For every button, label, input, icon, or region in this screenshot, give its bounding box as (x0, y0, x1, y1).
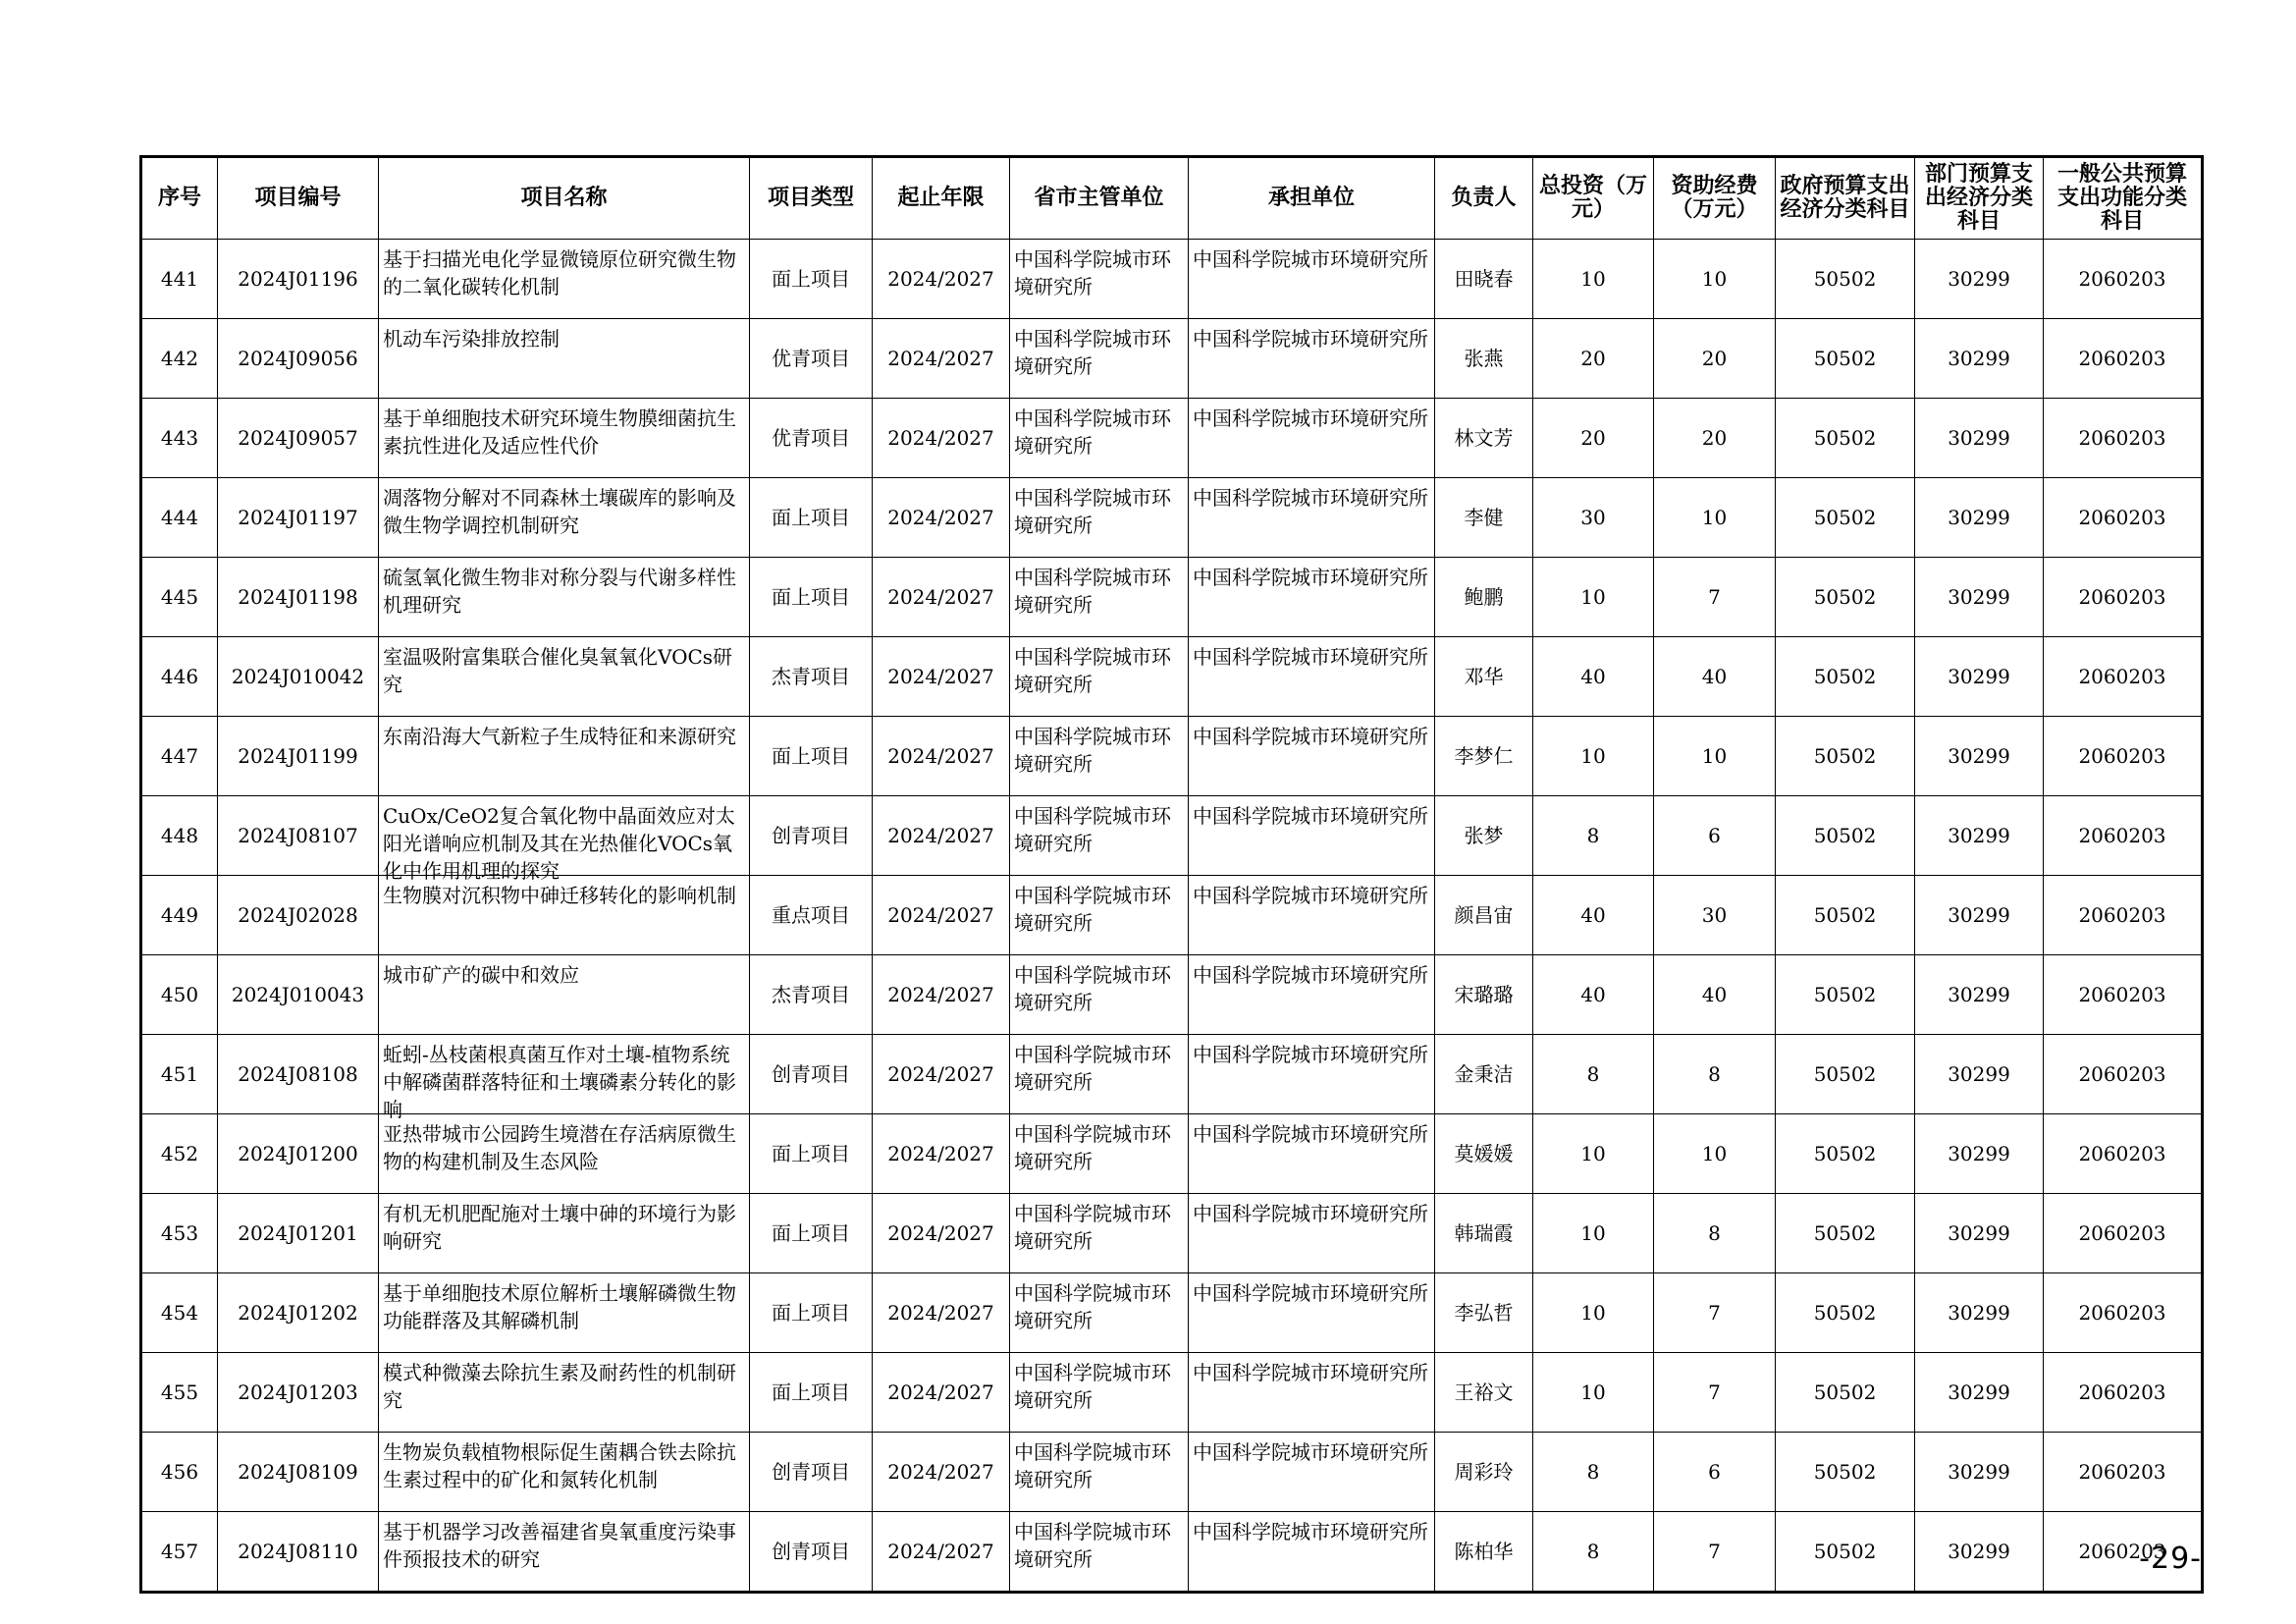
cell-depart: 30299 (1915, 1273, 2044, 1353)
cell-depart: 30299 (1915, 558, 2044, 637)
cell-gov: 50502 (1776, 558, 1915, 637)
cell-depart: 30299 (1915, 1114, 2044, 1194)
cell-leader: 周彩玲 (1435, 1433, 1533, 1512)
cell-unit: 中国科学院城市环境研究所 (1189, 1273, 1435, 1353)
table-row (141, 1273, 2203, 1353)
cell-type: 面上项目 (750, 558, 873, 637)
cell-seq: 454 (141, 1273, 218, 1353)
cell-name (379, 1512, 750, 1593)
cell-name (379, 955, 750, 1035)
cell-unit: 中国科学院城市环境研究所 (1189, 1194, 1435, 1273)
cell-func: 2060203 (2044, 1035, 2203, 1114)
cell-code: 2024J09056 (218, 319, 379, 399)
cell-depart: 30299 (1915, 399, 2044, 478)
cell-name (379, 717, 750, 796)
cell-unit: 中国科学院城市环境研究所 (1189, 319, 1435, 399)
cell-depart: 30299 (1915, 1194, 2044, 1273)
project-name-text: 蚯蚓-丛枝菌根真菌互作对土壤-植物系统中解磷菌群落特征和土壤磷素分转化的影响 (383, 1043, 736, 1121)
cell-period: 2024/2027 (873, 1273, 1010, 1353)
cell-leader: 韩瑞霞 (1435, 1194, 1533, 1273)
cell-unit: 中国科学院城市环境研究所 (1189, 955, 1435, 1035)
cell-depart: 30299 (1915, 1035, 2044, 1114)
cell-gov: 50502 (1776, 1194, 1915, 1273)
cell-depart: 30299 (1915, 1512, 2044, 1593)
cell-leader: 王裕文 (1435, 1353, 1533, 1433)
table-row (141, 558, 2203, 637)
table-row (141, 1035, 2203, 1114)
page-number: -29- (2139, 1542, 2202, 1576)
cell-seq: 447 (141, 717, 218, 796)
cell-gov: 50502 (1776, 1273, 1915, 1353)
cell-func: 2060203 (2044, 717, 2203, 796)
cell-period: 2024/2027 (873, 1433, 1010, 1512)
cell-unit: 中国科学院城市环境研究所 (1189, 240, 1435, 319)
cell-gov: 50502 (1776, 1353, 1915, 1433)
cell-period: 2024/2027 (873, 558, 1010, 637)
cell-type: 创青项目 (750, 1433, 873, 1512)
header-func: 一般公共预算支出功能分类科目 (2044, 157, 2203, 240)
cell-total: 10 (1533, 558, 1654, 637)
cell-depart: 30299 (1915, 637, 2044, 717)
cell-seq: 445 (141, 558, 218, 637)
project-name-text: 基于单细胞技术研究环境生物膜细菌抗生素抗性进化及适应性代价 (383, 406, 736, 458)
cell-type: 面上项目 (750, 240, 873, 319)
cell-func: 2060203 (2044, 955, 2203, 1035)
cell-gov: 50502 (1776, 717, 1915, 796)
cell-total: 20 (1533, 399, 1654, 478)
table-row (141, 240, 2203, 319)
cell-seq: 446 (141, 637, 218, 717)
cell-unit: 中国科学院城市环境研究所 (1189, 399, 1435, 478)
table-header (141, 157, 2203, 240)
table-row (141, 399, 2203, 478)
cell-code: 2024J01202 (218, 1273, 379, 1353)
project-name-text: 模式种微藻去除抗生素及耐药性的机制研究 (383, 1361, 736, 1412)
cell-seq: 450 (141, 955, 218, 1035)
cell-code: 2024J02028 (218, 876, 379, 955)
cell-type: 重点项目 (750, 876, 873, 955)
cell-gov: 50502 (1776, 1114, 1915, 1194)
cell-seq: 442 (141, 319, 218, 399)
cell-dept: 中国科学院城市环境研究所 (1010, 876, 1189, 955)
cell-period: 2024/2027 (873, 796, 1010, 876)
cell-code: 2024J01196 (218, 240, 379, 319)
cell-name (379, 240, 750, 319)
cell-funding: 10 (1654, 1114, 1776, 1194)
cell-type: 面上项目 (750, 1194, 873, 1273)
cell-period: 2024/2027 (873, 1114, 1010, 1194)
cell-func: 2060203 (2044, 399, 2203, 478)
cell-dept: 中国科学院城市环境研究所 (1010, 955, 1189, 1035)
cell-funding: 7 (1654, 1353, 1776, 1433)
cell-code: 2024J01199 (218, 717, 379, 796)
cell-type: 优青项目 (750, 399, 873, 478)
cell-name (379, 876, 750, 955)
header-depart: 部门预算支出经济分类科目 (1915, 157, 2044, 240)
cell-dept: 中国科学院城市环境研究所 (1010, 717, 1189, 796)
cell-depart: 30299 (1915, 240, 2044, 319)
cell-type: 面上项目 (750, 1353, 873, 1433)
cell-gov: 50502 (1776, 399, 1915, 478)
cell-total: 10 (1533, 1114, 1654, 1194)
cell-gov: 50502 (1776, 1433, 1915, 1512)
cell-code: 2024J08107 (218, 796, 379, 876)
cell-type: 杰青项目 (750, 637, 873, 717)
cell-type: 面上项目 (750, 1114, 873, 1194)
cell-funding: 6 (1654, 796, 1776, 876)
cell-seq: 448 (141, 796, 218, 876)
cell-funding: 8 (1654, 1194, 1776, 1273)
project-name-text: 有机无机肥配施对土壤中砷的环境行为影响研究 (383, 1202, 736, 1253)
cell-total: 10 (1533, 1273, 1654, 1353)
cell-total: 40 (1533, 955, 1654, 1035)
cell-dept: 中国科学院城市环境研究所 (1010, 1353, 1189, 1433)
cell-type: 面上项目 (750, 478, 873, 558)
cell-funding: 7 (1654, 1273, 1776, 1353)
cell-depart: 30299 (1915, 876, 2044, 955)
cell-seq: 449 (141, 876, 218, 955)
cell-name (379, 1273, 750, 1353)
cell-total: 10 (1533, 717, 1654, 796)
cell-func: 2060203 (2044, 1194, 2203, 1273)
cell-unit: 中国科学院城市环境研究所 (1189, 717, 1435, 796)
cell-period: 2024/2027 (873, 399, 1010, 478)
cell-total: 8 (1533, 1035, 1654, 1114)
cell-total: 40 (1533, 637, 1654, 717)
cell-seq: 441 (141, 240, 218, 319)
table-row (141, 1433, 2203, 1512)
cell-period: 2024/2027 (873, 240, 1010, 319)
cell-funding: 30 (1654, 876, 1776, 955)
cell-dept: 中国科学院城市环境研究所 (1010, 1433, 1189, 1512)
cell-dept: 中国科学院城市环境研究所 (1010, 637, 1189, 717)
cell-gov: 50502 (1776, 637, 1915, 717)
cell-name (379, 796, 750, 883)
cell-total: 10 (1533, 240, 1654, 319)
cell-dept: 中国科学院城市环境研究所 (1010, 399, 1189, 478)
cell-depart: 30299 (1915, 478, 2044, 558)
cell-funding: 8 (1654, 1035, 1776, 1114)
project-name-text: 生物炭负载植物根际促生菌耦合铁去除抗生素过程中的矿化和氮转化机制 (383, 1440, 736, 1491)
cell-dept: 中国科学院城市环境研究所 (1010, 240, 1189, 319)
header-code: 项目编号 (218, 157, 379, 240)
table-row (141, 1194, 2203, 1273)
cell-seq: 444 (141, 478, 218, 558)
cell-seq: 457 (141, 1512, 218, 1593)
cell-type: 面上项目 (750, 717, 873, 796)
cell-funding: 20 (1654, 319, 1776, 399)
cell-depart: 30299 (1915, 955, 2044, 1035)
cell-code: 2024J01203 (218, 1353, 379, 1433)
cell-seq: 452 (141, 1114, 218, 1194)
cell-func: 2060203 (2044, 478, 2203, 558)
header-funding: 资助经费（万元） (1654, 157, 1776, 240)
header-row (141, 157, 2203, 240)
header-unit: 承担单位 (1189, 157, 1435, 240)
cell-name (379, 319, 750, 399)
document-page (139, 155, 2201, 1594)
cell-seq: 443 (141, 399, 218, 478)
cell-total: 10 (1533, 1353, 1654, 1433)
cell-period: 2024/2027 (873, 478, 1010, 558)
project-name-text: 基于单细胞技术原位解析土壤解磷微生物功能群落及其解磷机制 (383, 1281, 736, 1332)
cell-func: 2060203 (2044, 876, 2203, 955)
cell-total: 8 (1533, 796, 1654, 876)
project-name-text: 基于机器学习改善福建省臭氧重度污染事件预报技术的研究 (383, 1520, 736, 1571)
cell-dept: 中国科学院城市环境研究所 (1010, 558, 1189, 637)
header-type: 项目类型 (750, 157, 873, 240)
table-row (141, 478, 2203, 558)
cell-code: 2024J010042 (218, 637, 379, 717)
cell-seq: 456 (141, 1433, 218, 1512)
cell-func: 2060203 (2044, 1512, 2203, 1593)
cell-code: 2024J09057 (218, 399, 379, 478)
cell-gov: 50502 (1776, 319, 1915, 399)
cell-type: 优青项目 (750, 319, 873, 399)
cell-unit: 中国科学院城市环境研究所 (1189, 1353, 1435, 1433)
table-row (141, 717, 2203, 796)
cell-period: 2024/2027 (873, 1512, 1010, 1593)
cell-gov: 50502 (1776, 876, 1915, 955)
header-dept: 省市主管单位 (1010, 157, 1189, 240)
cell-funding: 7 (1654, 1512, 1776, 1593)
cell-name (379, 1433, 750, 1512)
cell-func: 2060203 (2044, 558, 2203, 637)
cell-name (379, 1035, 750, 1121)
cell-period: 2024/2027 (873, 1035, 1010, 1114)
table-body (141, 240, 2203, 1593)
cell-period: 2024/2027 (873, 319, 1010, 399)
cell-dept: 中国科学院城市环境研究所 (1010, 1035, 1189, 1114)
cell-funding: 40 (1654, 637, 1776, 717)
project-name-text: 室温吸附富集联合催化臭氧氧化VOCs研究 (383, 645, 733, 696)
project-name-text: 凋落物分解对不同森林土壤碳库的影响及微生物学调控机制研究 (383, 486, 736, 537)
cell-unit: 中国科学院城市环境研究所 (1189, 558, 1435, 637)
cell-code: 2024J01197 (218, 478, 379, 558)
cell-dept: 中国科学院城市环境研究所 (1010, 1194, 1189, 1273)
header-leader: 负责人 (1435, 157, 1533, 240)
table-row (141, 955, 2203, 1035)
table-row (141, 796, 2203, 876)
cell-func: 2060203 (2044, 1353, 2203, 1433)
cell-code: 2024J08108 (218, 1035, 379, 1114)
cell-period: 2024/2027 (873, 1194, 1010, 1273)
cell-funding: 10 (1654, 240, 1776, 319)
cell-leader: 陈柏华 (1435, 1512, 1533, 1593)
project-name-text: 基于扫描光电化学显微镜原位研究微生物的二氧化碳转化机制 (383, 247, 736, 298)
cell-funding: 6 (1654, 1433, 1776, 1512)
project-name-text: 硫氢氧化微生物非对称分裂与代谢多样性机理研究 (383, 566, 736, 617)
cell-code: 2024J01198 (218, 558, 379, 637)
cell-func: 2060203 (2044, 637, 2203, 717)
project-name-text: CuOx/CeO2复合氧化物中晶面效应对太阳光谱响应机制及其在光热催化VOCs氧化中作用机理的探究 (383, 804, 735, 883)
cell-type: 杰青项目 (750, 955, 873, 1035)
cell-code: 2024J01200 (218, 1114, 379, 1194)
table-row (141, 637, 2203, 717)
cell-func: 2060203 (2044, 796, 2203, 876)
cell-funding: 7 (1654, 558, 1776, 637)
cell-func: 2060203 (2044, 1114, 2203, 1194)
header-gov: 政府预算支出经济分类科目 (1776, 157, 1915, 240)
cell-name (379, 1194, 750, 1273)
cell-leader: 田晓春 (1435, 240, 1533, 319)
cell-funding: 10 (1654, 717, 1776, 796)
header-name: 项目名称 (379, 157, 750, 240)
table-row (141, 1114, 2203, 1194)
cell-period: 2024/2027 (873, 955, 1010, 1035)
cell-dept: 中国科学院城市环境研究所 (1010, 796, 1189, 876)
cell-seq: 451 (141, 1035, 218, 1114)
project-table (139, 155, 2204, 1594)
cell-type: 创青项目 (750, 796, 873, 876)
cell-funding: 20 (1654, 399, 1776, 478)
cell-func: 2060203 (2044, 240, 2203, 319)
cell-gov: 50502 (1776, 796, 1915, 876)
cell-total: 8 (1533, 1512, 1654, 1593)
cell-unit: 中国科学院城市环境研究所 (1189, 1035, 1435, 1114)
header-seq: 序号 (141, 157, 218, 240)
cell-seq: 453 (141, 1194, 218, 1273)
cell-type: 面上项目 (750, 1273, 873, 1353)
cell-total: 20 (1533, 319, 1654, 399)
project-name-text: 亚热带城市公园跨生境潜在存活病原微生物的构建机制及生态风险 (383, 1122, 736, 1173)
cell-name (379, 1114, 750, 1194)
cell-leader: 张梦 (1435, 796, 1533, 876)
cell-code: 2024J010043 (218, 955, 379, 1035)
cell-leader: 张燕 (1435, 319, 1533, 399)
cell-dept: 中国科学院城市环境研究所 (1010, 1512, 1189, 1593)
cell-period: 2024/2027 (873, 1353, 1010, 1433)
cell-period: 2024/2027 (873, 876, 1010, 955)
cell-leader: 金秉洁 (1435, 1035, 1533, 1114)
cell-dept: 中国科学院城市环境研究所 (1010, 1114, 1189, 1194)
cell-name (379, 1353, 750, 1433)
cell-depart: 30299 (1915, 1433, 2044, 1512)
project-name-text: 生物膜对沉积物中砷迁移转化的影响机制 (383, 884, 736, 907)
cell-dept: 中国科学院城市环境研究所 (1010, 319, 1189, 399)
cell-gov: 50502 (1776, 1512, 1915, 1593)
table-row (141, 1353, 2203, 1433)
header-total: 总投资（万元） (1533, 157, 1654, 240)
cell-leader: 鲍鹏 (1435, 558, 1533, 637)
cell-name (379, 399, 750, 478)
cell-unit: 中国科学院城市环境研究所 (1189, 637, 1435, 717)
cell-func: 2060203 (2044, 1273, 2203, 1353)
cell-unit: 中国科学院城市环境研究所 (1189, 1512, 1435, 1593)
cell-name (379, 637, 750, 717)
cell-funding: 40 (1654, 955, 1776, 1035)
cell-code: 2024J01201 (218, 1194, 379, 1273)
cell-func: 2060203 (2044, 1433, 2203, 1512)
cell-leader: 林文芳 (1435, 399, 1533, 478)
cell-total: 8 (1533, 1433, 1654, 1512)
cell-depart: 30299 (1915, 1353, 2044, 1433)
cell-name (379, 478, 750, 558)
cell-type: 创青项目 (750, 1035, 873, 1114)
cell-unit: 中国科学院城市环境研究所 (1189, 478, 1435, 558)
cell-gov: 50502 (1776, 1035, 1915, 1114)
project-name-text: 城市矿产的碳中和效应 (383, 963, 579, 987)
project-name-text: 东南沿海大气新粒子生成特征和来源研究 (383, 725, 736, 748)
cell-dept: 中国科学院城市环境研究所 (1010, 1273, 1189, 1353)
cell-gov: 50502 (1776, 478, 1915, 558)
cell-code: 2024J08109 (218, 1433, 379, 1512)
cell-leader: 邓华 (1435, 637, 1533, 717)
cell-seq: 455 (141, 1353, 218, 1433)
cell-name (379, 558, 750, 637)
cell-unit: 中国科学院城市环境研究所 (1189, 1114, 1435, 1194)
cell-depart: 30299 (1915, 796, 2044, 876)
cell-period: 2024/2027 (873, 717, 1010, 796)
cell-gov: 50502 (1776, 955, 1915, 1035)
cell-unit: 中国科学院城市环境研究所 (1189, 876, 1435, 955)
cell-leader: 李健 (1435, 478, 1533, 558)
cell-type: 创青项目 (750, 1512, 873, 1593)
cell-code: 2024J08110 (218, 1512, 379, 1593)
cell-period: 2024/2027 (873, 637, 1010, 717)
cell-leader: 宋璐璐 (1435, 955, 1533, 1035)
cell-depart: 30299 (1915, 717, 2044, 796)
cell-dept: 中国科学院城市环境研究所 (1010, 478, 1189, 558)
project-name-text: 机动车污染排放控制 (383, 327, 560, 351)
cell-leader: 李弘哲 (1435, 1273, 1533, 1353)
cell-leader: 莫媛媛 (1435, 1114, 1533, 1194)
cell-func: 2060203 (2044, 319, 2203, 399)
table-row (141, 1512, 2203, 1593)
cell-leader: 颜昌宙 (1435, 876, 1533, 955)
cell-funding: 10 (1654, 478, 1776, 558)
header-period: 起止年限 (873, 157, 1010, 240)
cell-total: 40 (1533, 876, 1654, 955)
cell-unit: 中国科学院城市环境研究所 (1189, 1433, 1435, 1512)
table-row (141, 319, 2203, 399)
cell-total: 30 (1533, 478, 1654, 558)
cell-total: 10 (1533, 1194, 1654, 1273)
cell-leader: 李梦仁 (1435, 717, 1533, 796)
cell-gov: 50502 (1776, 240, 1915, 319)
table-row (141, 876, 2203, 955)
cell-depart: 30299 (1915, 319, 2044, 399)
cell-unit: 中国科学院城市环境研究所 (1189, 796, 1435, 876)
